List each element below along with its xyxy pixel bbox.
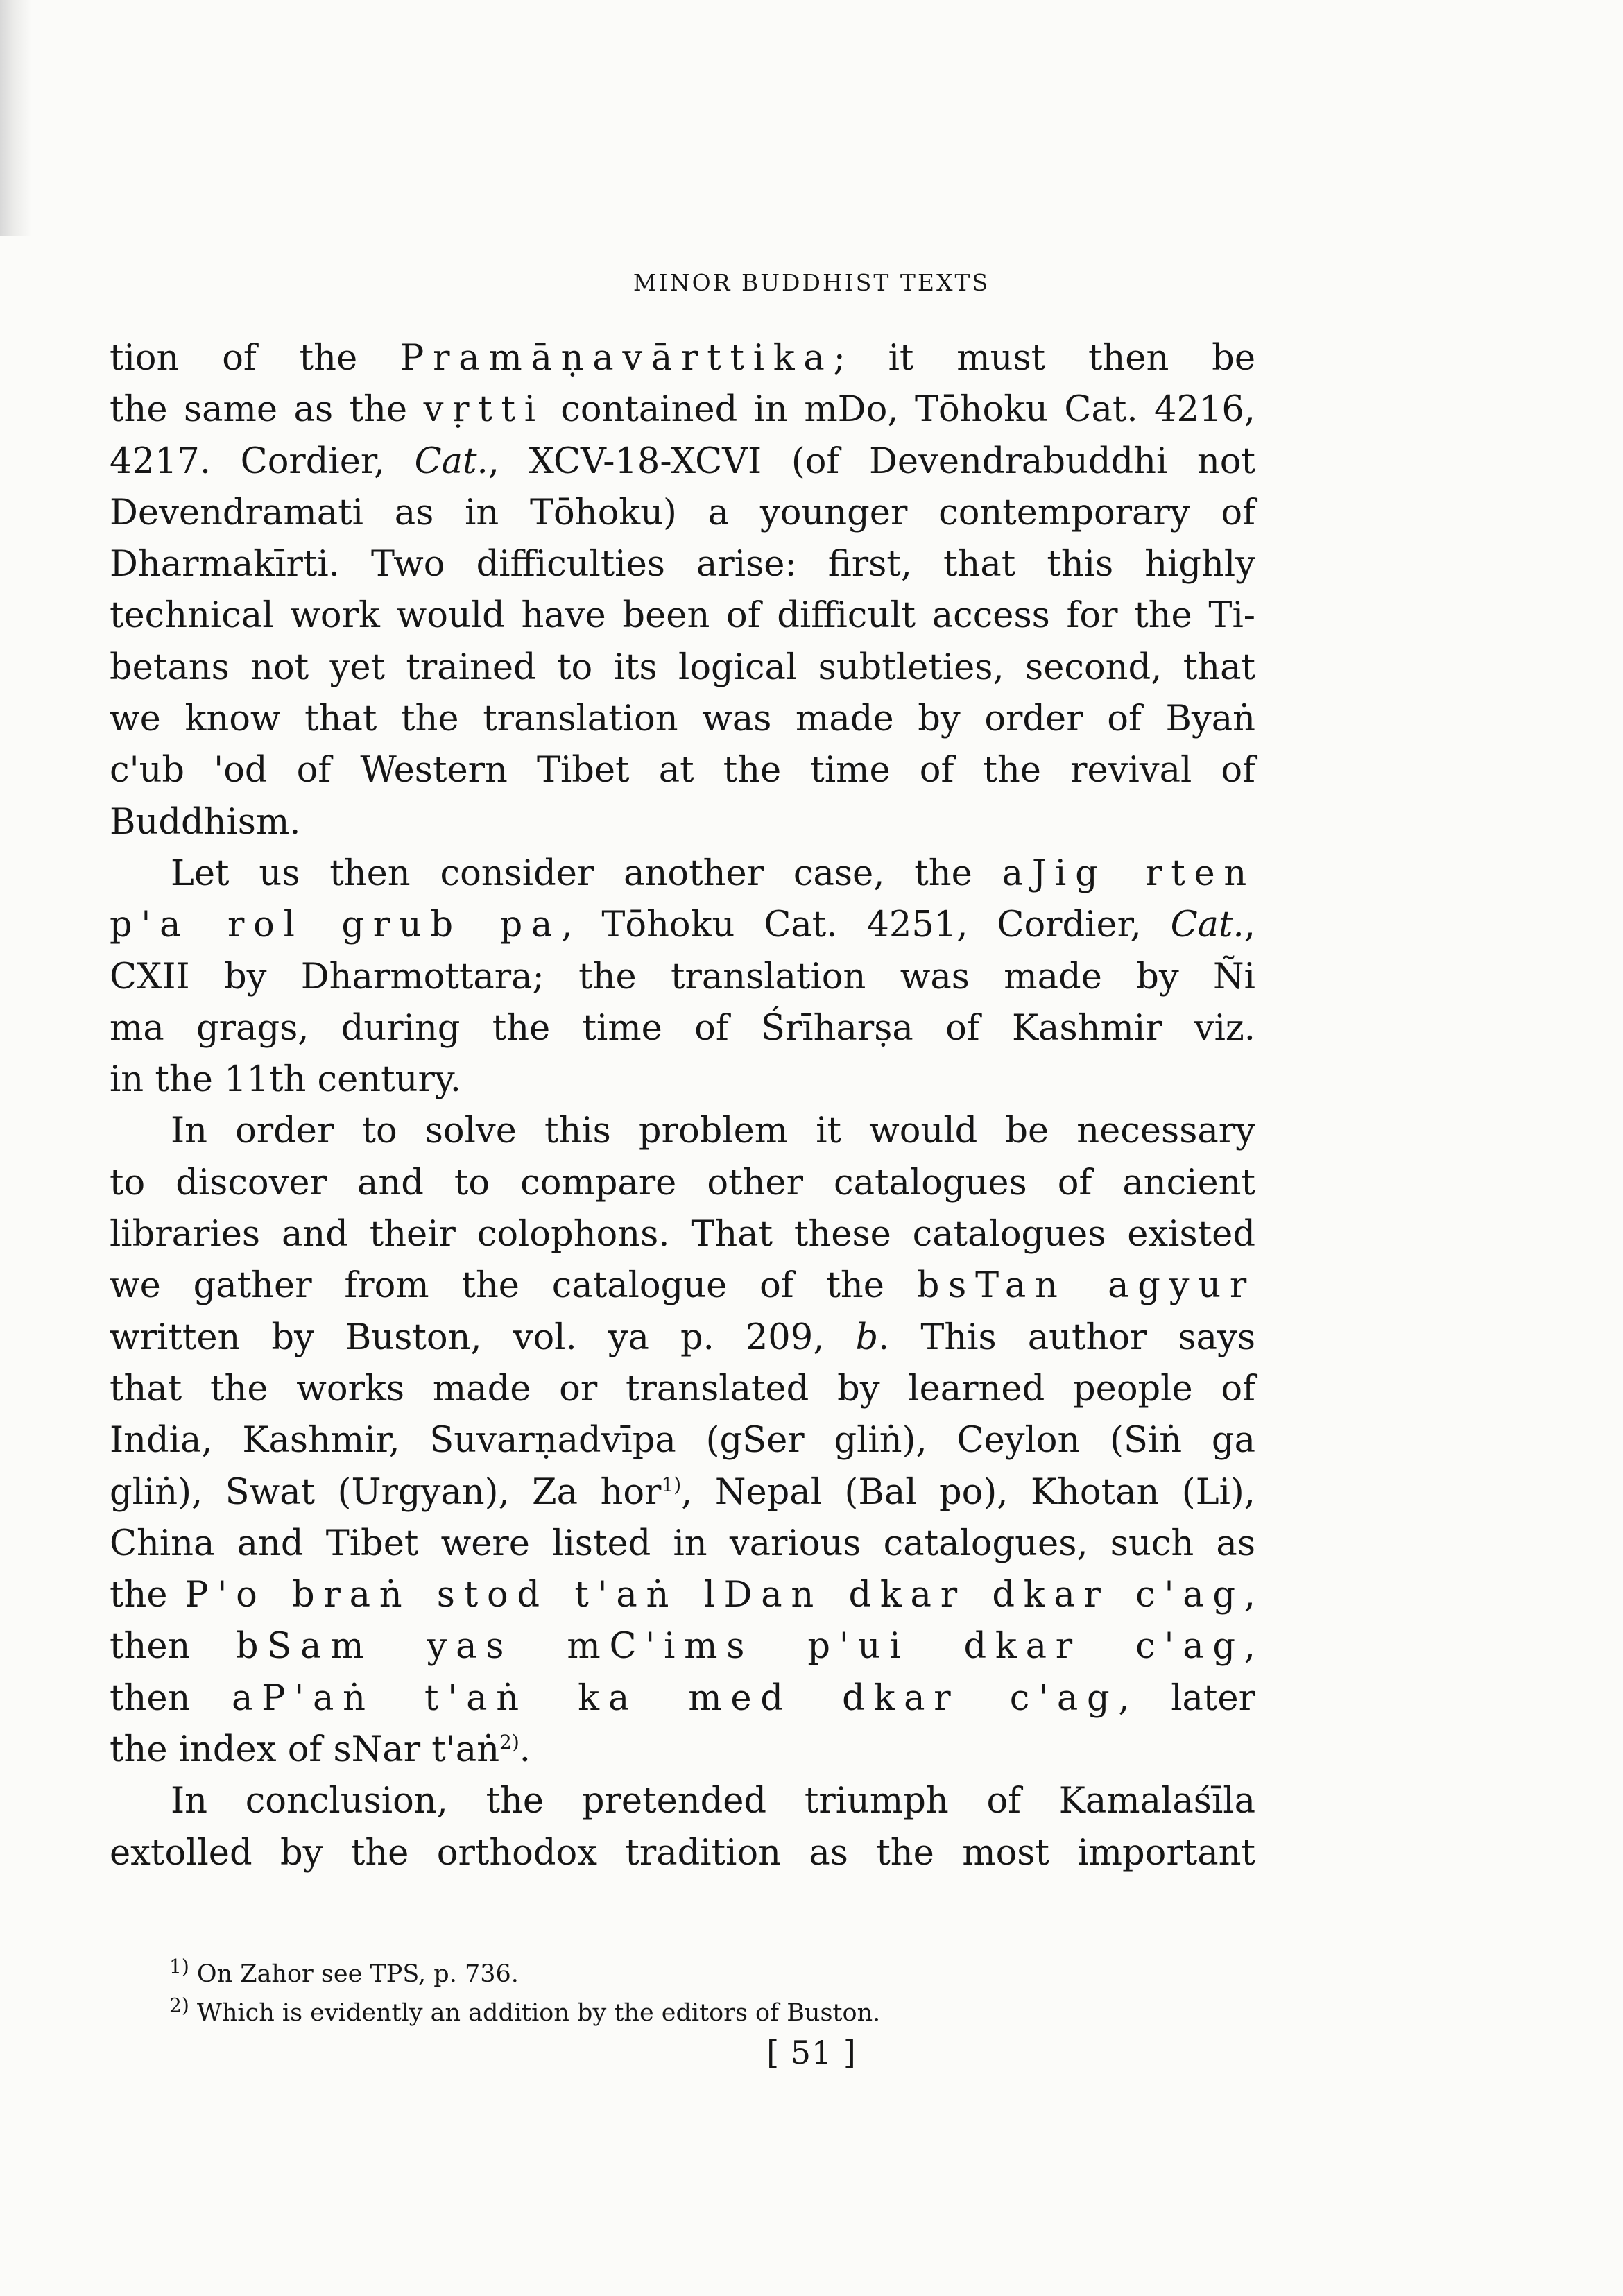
text-line-7: betans not yet trained to its logical subtleties, second, that <box>110 646 1255 688</box>
footnote-text: On Zahor see TPS, p. 736. <box>196 1960 519 1988</box>
spaced-term: P'o braṅ stod t'aṅ lDan dkar dkar c'ag <box>184 1575 1244 1616</box>
footnote-text: Which is evidently an addition by the editors of Buston. <box>196 1999 881 2027</box>
spaced-term: aJig rten <box>1002 853 1255 894</box>
scan-edge-shadow <box>0 0 32 236</box>
text-line-26: then bSam yas mC'ims p'ui dkar c'ag, <box>110 1626 1255 1668</box>
text-line-30: extolled by the orthodox tradition as the most important <box>110 1832 1255 1874</box>
text-line-20: written by Buston, vol. ya p. 209, b. This author says <box>110 1317 1255 1358</box>
text-line-23: gliṅ), Swat (Urgyan), Za hor$^{1)}$, Nepal (Bal po), Khotan (Li), <box>110 1471 1255 1513</box>
text-line-10: Buddhism. <box>110 801 301 843</box>
spaced-term: Pramāṇavārttika <box>400 338 834 379</box>
text-line-8: we know that the translation was made by order of Byaṅ <box>110 699 1255 740</box>
spaced-term: bSam yas mC'ims p'ui dkar c'ag <box>235 1626 1244 1668</box>
text-line-11: Let us then consider another case, the aJig rten <box>171 853 1255 894</box>
italic-term: Cat. <box>414 440 488 482</box>
text-line-1: tion of the Pramāṇavārttika; it must then be <box>110 338 1256 379</box>
text-line-3: 4217. Cordier, Cat., XCV-18-XCVI (of Devendrabuddhi not <box>110 440 1255 482</box>
text-line-29: In conclusion, the pretended triumph of Kamalaśīla <box>171 1781 1255 1822</box>
text-line-12: p'a rol grub pa, Tōhoku Cat. 4251, Cordier, Cat., <box>110 905 1255 946</box>
text-line-28: the index of sNar t'aṅ$^{2)}$. <box>110 1729 531 1771</box>
footnote-mark: 2) <box>169 1994 189 2017</box>
footnote-1 <box>169 1955 880 1994</box>
text-line-25: the P'o braṅ stod t'aṅ lDan dkar dkar c'ag, <box>110 1575 1256 1616</box>
text-line-15: in the 11th century. <box>110 1059 462 1101</box>
text-line-22: India, Kashmir, Suvarṇadvīpa (gSer gliṅ), Ceylon (Siṅ ga <box>110 1420 1255 1462</box>
text-line-14: ma grags, during the time of Śrīharṣa of Kashmir viz. <box>110 1007 1255 1049</box>
text-line-19: we gather from the catalogue of the bsTan agyur <box>110 1265 1255 1307</box>
spaced-term: p'a rol grub pa <box>110 905 562 946</box>
text-line-24: China and Tibet were listed in various catalogues, such as <box>110 1523 1255 1564</box>
italic-term: b <box>855 1317 879 1358</box>
footnotes <box>169 1955 880 2032</box>
text-line-2: the same as the vṛtti contained in mDo, Tōhoku Cat. 4216, <box>110 389 1256 431</box>
text-line-5: Dharmakīrti. Two difficulties arise: first, that this highly <box>110 544 1255 585</box>
spaced-term: aP'aṅ t'aṅ ka med dkar c'ag <box>231 1677 1119 1719</box>
text-line-17: to discover and to compare other catalogues of ancient <box>110 1162 1255 1203</box>
footnote-ref: 1) <box>661 1473 682 1496</box>
footnote-ref: 2) <box>499 1731 519 1754</box>
italic-term: Cat. <box>1170 905 1244 946</box>
running-head: MINOR BUDDHIST TEXTS <box>633 269 990 296</box>
text-line-21: that the works made or translated by learned people of <box>110 1368 1255 1410</box>
text-line-18: libraries and their colophons. That these catalogues existed <box>110 1214 1255 1256</box>
text-line-9: c'ub 'od of Western Tibet at the time of the revival of <box>110 750 1255 791</box>
text-line-27: then aP'aṅ t'aṅ ka med dkar c'ag, later <box>110 1677 1255 1719</box>
text-line-13: CXII by Dharmottara; the translation was made by Ñi <box>110 956 1255 997</box>
footnote-mark: 1) <box>169 1955 189 1978</box>
body-text <box>110 333 1255 1879</box>
text-line-16: In order to solve this problem it would be necessary <box>171 1111 1255 1152</box>
text-line-4: Devendramati as in Tōhoku) a younger contemporary of <box>110 492 1255 533</box>
footnote-2 <box>169 1994 880 2032</box>
spaced-term: bsTan agyur <box>916 1265 1255 1307</box>
spaced-term: vṛtti <box>423 389 544 431</box>
text-line-6: technical work would have been of difficult access for the Ti- <box>110 595 1255 637</box>
page-number: [ 51 ] <box>766 2034 857 2071</box>
